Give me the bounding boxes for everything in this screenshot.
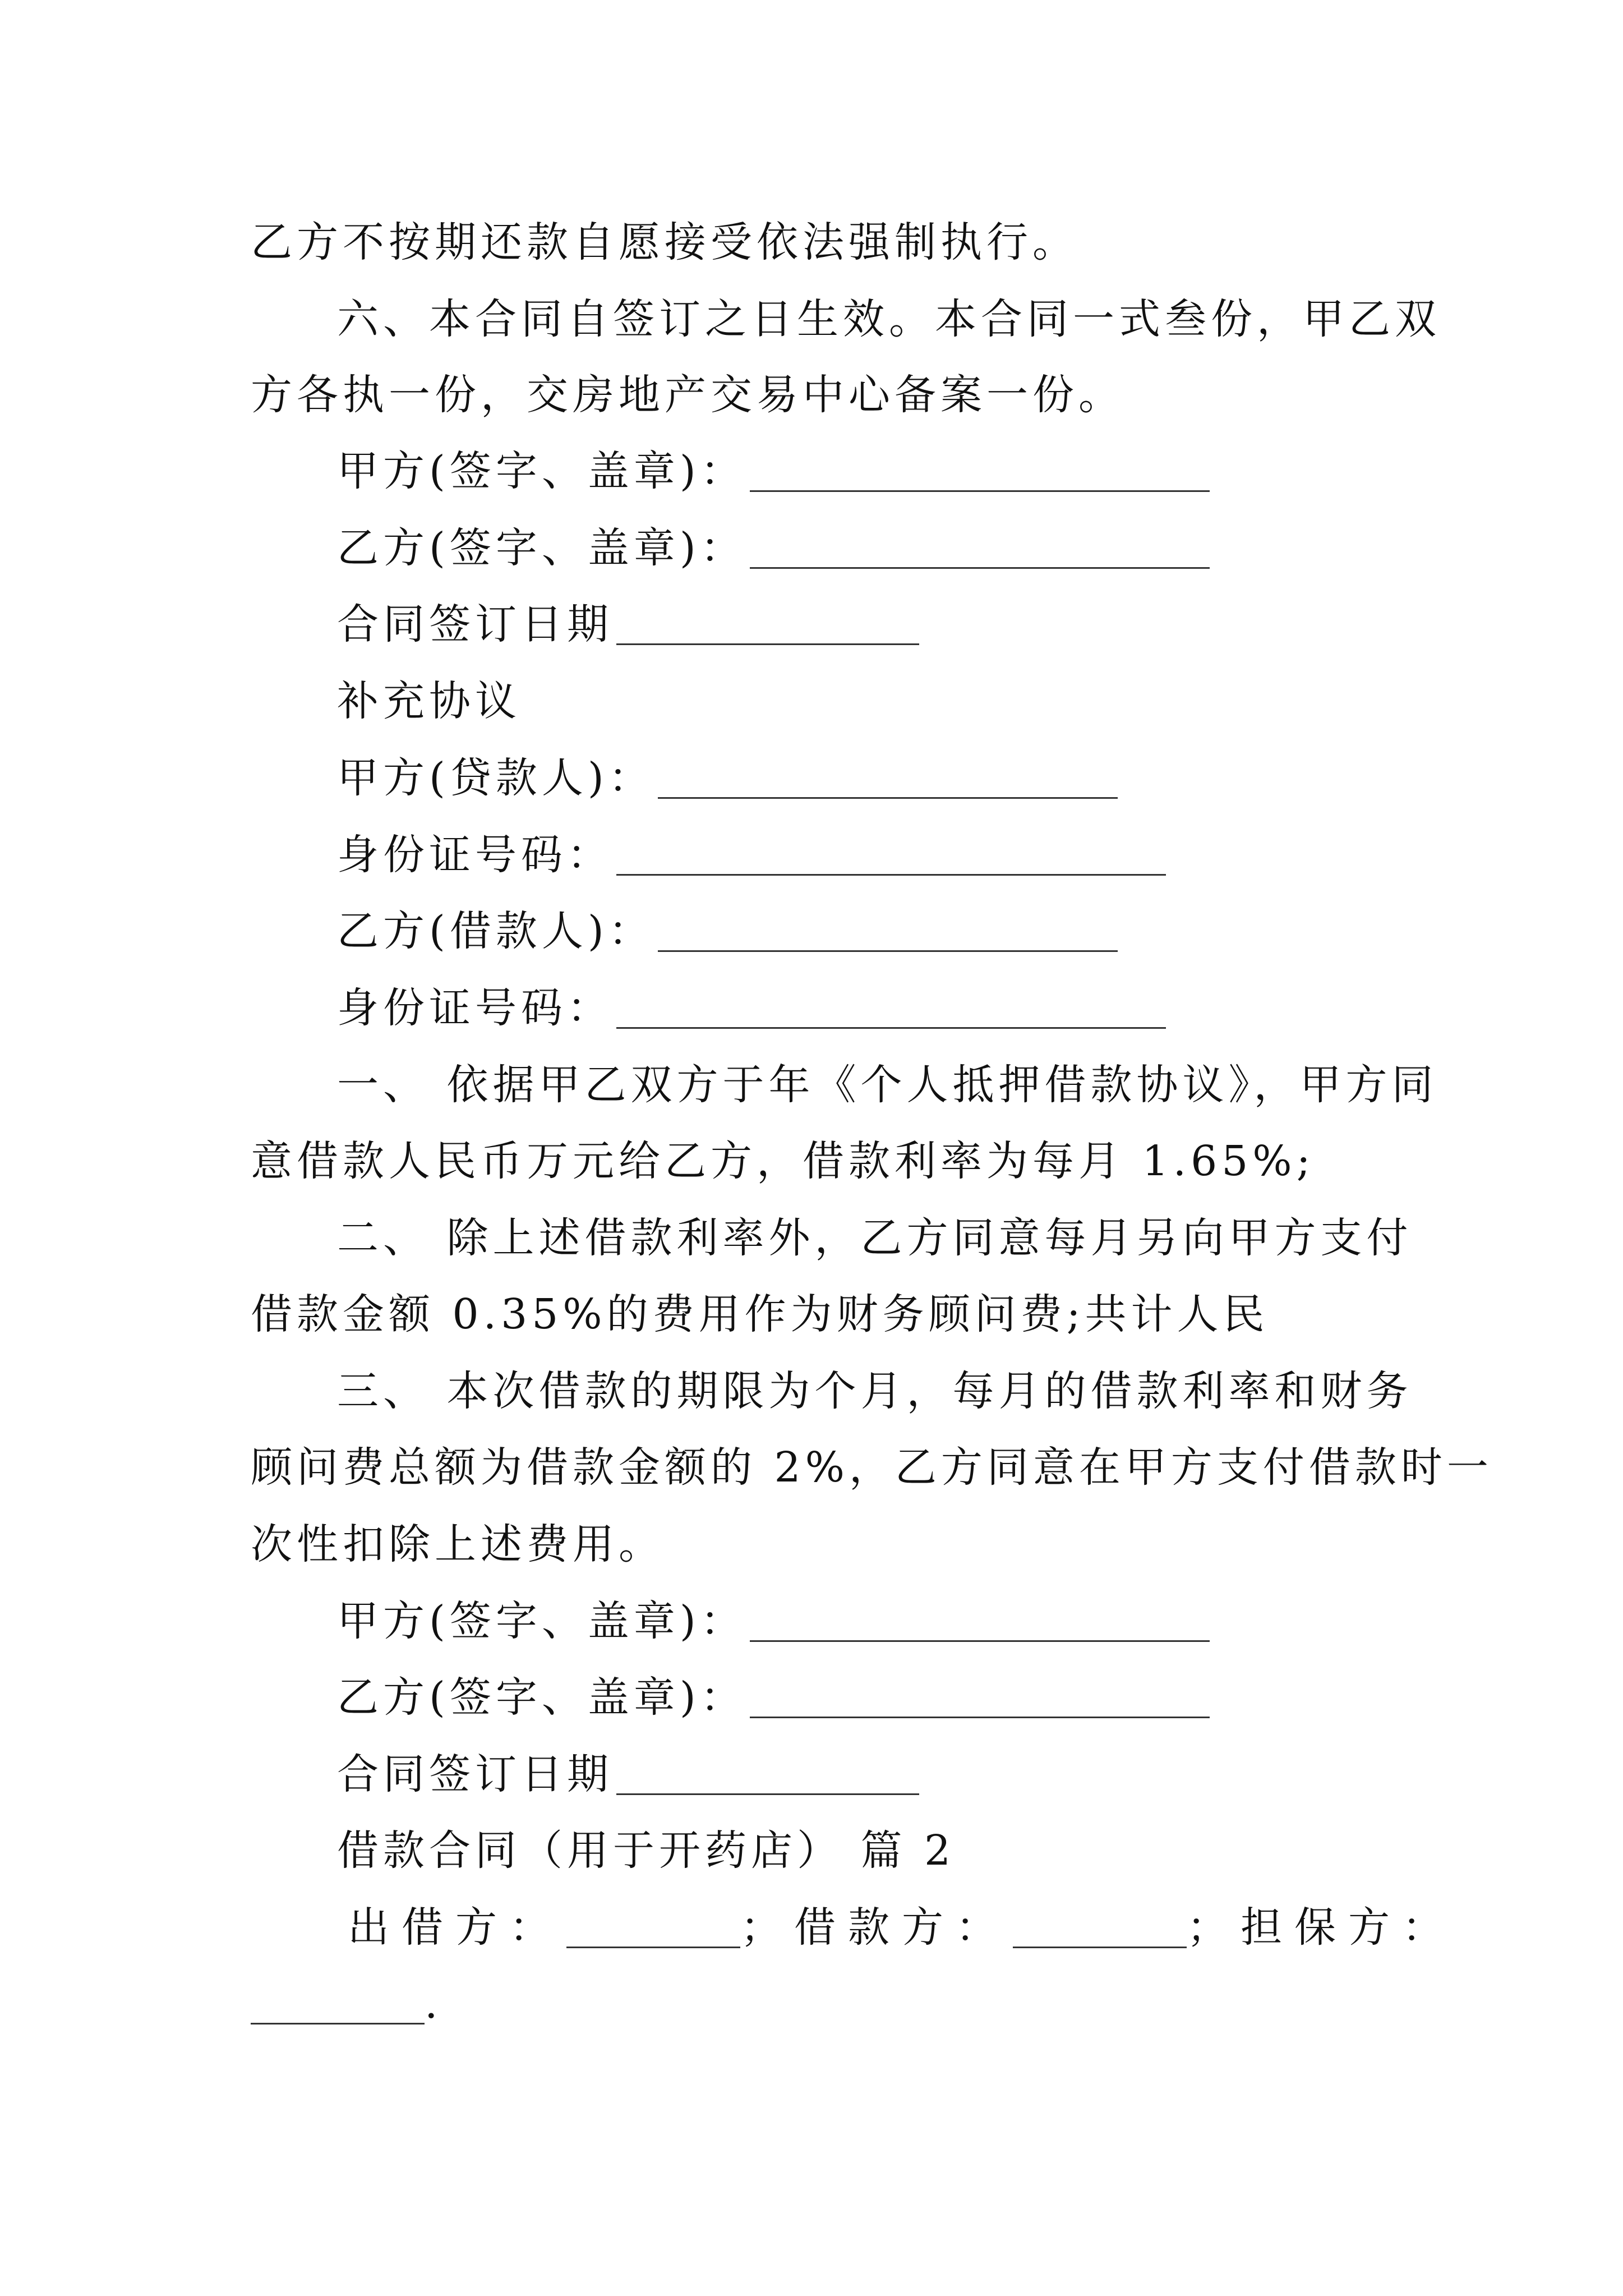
lender-label: 甲方(贷款人)：: [337, 754, 654, 802]
party-b-signature-blank: [750, 532, 1210, 569]
supplement-clause-2-line: 借款金额 0.35%的费用作为财务顾问费;共计人民: [251, 1290, 1269, 1338]
lender-id-blank: [616, 839, 1166, 876]
borrower-label: 乙方(借款人)：: [337, 907, 654, 955]
lender-row: [337, 754, 1118, 802]
supplement-clause-3-line: 顾问费总额为借款金额的 2%，乙方同意在甲方支付借款时一: [251, 1443, 1493, 1492]
supplement-clause-1-line: 意借款人民币万元给乙方，借款利率为每月 1.65%;: [251, 1137, 1315, 1185]
party-a-signature-blank: [750, 1605, 1210, 1642]
contract-date-blank: [616, 609, 919, 645]
party-b-signature-blank: [750, 1682, 1210, 1718]
lender-blank: [566, 1912, 740, 1948]
party-a-signature-blank: [750, 455, 1210, 492]
borrower-label: ；借款方：: [740, 1903, 1009, 1952]
party-b-signature-label: 乙方(签字、盖章)：: [337, 1673, 746, 1722]
borrower-row: [337, 907, 1118, 955]
borrower-id-blank: [616, 992, 1166, 1029]
supplement-clause-3-line: 次性扣除上述费用。: [251, 1520, 665, 1568]
supplement-clause-2-line: 二、 除上述借款利率外，乙方同意每月另向甲方支付: [337, 1214, 1413, 1262]
lender-blank: [658, 762, 1118, 799]
party-a-signature-row: [337, 447, 1210, 495]
borrower-blank: [1013, 1912, 1187, 1948]
party-b-signature-row: [337, 1673, 1210, 1722]
contract-date-row: [337, 600, 919, 648]
supplement-title: 补充协议: [337, 677, 521, 725]
section-title: 借款合同（用于开药店） 篇 2: [337, 1826, 956, 1875]
contract-date-label: 合同签订日期: [337, 600, 613, 648]
party-b-signature-label: 乙方(签字、盖章)：: [337, 524, 746, 572]
end-mark: .: [425, 1980, 442, 2028]
party-b-signature-row: [337, 524, 1210, 572]
supplement-clause-3-line: 三、 本次借款的期限为个月，每月的借款利率和财务: [337, 1367, 1413, 1415]
parties-row: [348, 1903, 1456, 1952]
party-a-signature-label: 甲方(签字、盖章)：: [337, 1597, 746, 1645]
party-a-signature-label: 甲方(签字、盖章)：: [337, 447, 746, 495]
contract-date-label: 合同签订日期: [337, 1750, 613, 1798]
guarantor-label: ；担保方：: [1187, 1903, 1456, 1952]
contract-date-blank: [616, 1759, 919, 1795]
party-a-signature-row: [337, 1597, 1210, 1645]
lender-id-label: 身份证号码：: [337, 831, 613, 879]
guarantor-row: [251, 1980, 442, 2028]
borrower-blank: [658, 915, 1118, 952]
borrower-id-row: [337, 984, 1166, 1032]
contract-date-row: [337, 1750, 919, 1798]
clause-6-line: 六、本合同自签订之日生效。本合同一式叁份，甲乙双: [337, 295, 1441, 343]
borrower-id-label: 身份证号码：: [337, 984, 613, 1032]
lender-id-row: [337, 831, 1166, 879]
lender-label: 出借方：: [348, 1903, 563, 1952]
paragraph-line: 乙方不按期还款自愿接受依法强制执行。: [251, 218, 1078, 266]
clause-6-line: 方各执一份，交房地产交易中心备案一份。: [251, 371, 1124, 419]
guarantor-blank: [251, 1988, 425, 2024]
supplement-clause-1-line: 一、 依据甲乙双方于年《个人抵押借款协议》，甲方同: [337, 1061, 1438, 1109]
